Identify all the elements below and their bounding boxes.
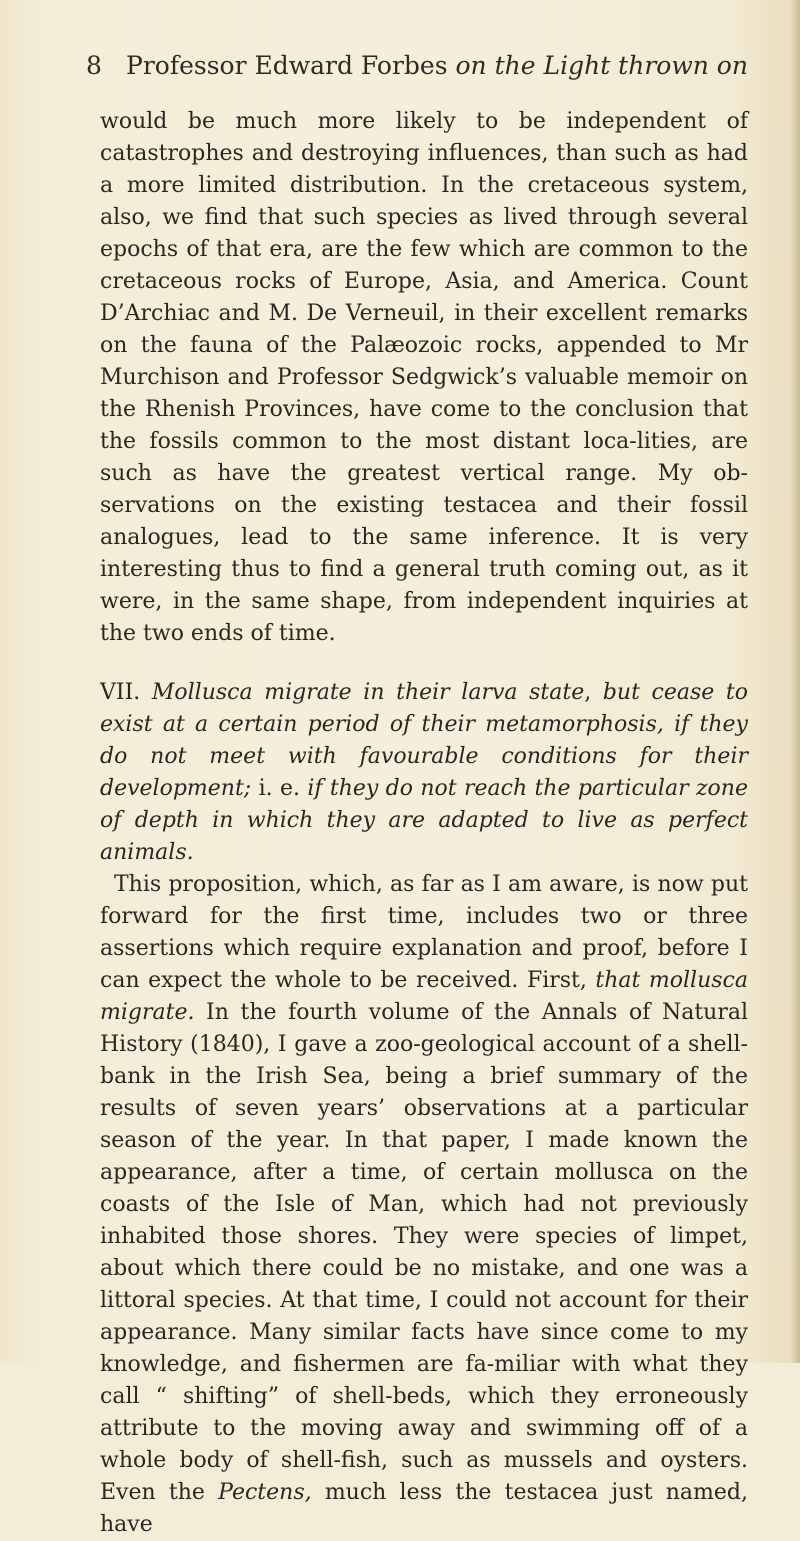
paragraph-3-italic: that mollusca migrate.: [100, 968, 748, 1025]
paragraph-3-rest: In the fourth volume of the Annals of Natural History (1840), I gave a zoo-geological account of a shell-bank in the Irish Sea, being a brief summary of the results of seven years’ observations at a particular season of the year. In that paper, I made known the appearance, after a time, of certain mollusca on the coasts of the Isle of Man, which had not previously inhabited those shores. They were species of limpet, about which there could be no mistake, and one was a littoral species. At that time, I could not account for their appearance. Many similar facts have since come to my knowledge, and fishermen are fa-miliar with what they call “ shifting” of shell-beds, which they erroneously attribute to the moving away and swimming off of a whole body of shell-fish, such as mussels and oysters. Even the: [100, 1000, 748, 1505]
body-text: [100, 106, 748, 1541]
paragraph-3-start: This proposition, which, as far as I am aware, is now put forward for the first time, includes two or three assertions which require explanation and proof, before I can expect the whole to be received. First,: [100, 872, 748, 993]
paragraph-1-text: would be much more likely to be independent of catastrophes and destroying influences, than such as had a more limited distribution. In the cretaceous system, also, we find that such species as lived through several epochs of that era, are the few which are common to the cretaceous rocks of Europe, Asia, and America. Count D’Archiac and M. De Verneuil, in their excellent remarks on the fauna of the Palæozoic rocks, appended to Mr Murchison and Professor Sedgwick’s valuable memoir on the Rhenish Provinces, have come to the conclusion that the fossils common to the most distant loca-lities, are such as have the greatest vertical range. My ob-servations on the existing testacea and their fossil analogues, lead to the same inference. It is very interesting thus to find a general truth coming out, as it were, in the same shape, from independent inquiries at the two ends of time.: [100, 109, 748, 646]
page-number: 8: [86, 51, 102, 80]
paragraph-3: [100, 869, 748, 1541]
proposition-italic-c: if they do not reach the particular zone of depth in which they are adapted to live as perfect animals.: [100, 776, 748, 865]
proposition-vii: [100, 677, 748, 869]
page-edge-shadow: [790, 0, 800, 1363]
proposition-separator-a: ,: [584, 680, 603, 705]
paragraph-3-italic-pectens: Pectens,: [218, 1480, 312, 1505]
header-title-italic: on the Light thrown on: [455, 51, 748, 80]
proposition-separator-b: i. e.: [251, 776, 308, 801]
header-title-roman: Professor Edward Forbes: [126, 51, 448, 80]
proposition-italic-a: Mollusca migrate in their larva state: [151, 680, 585, 705]
paragraph-1: [100, 106, 748, 650]
running-header: [86, 50, 746, 82]
proposition-number: VII.: [100, 680, 141, 705]
proposition-italic-b: but cease to exist at a certain period of their metamorphosis, if they do not meet with favourable conditions for their development;: [100, 680, 748, 801]
paragraph-3-end: much less the testacea just named, have: [100, 1480, 748, 1537]
